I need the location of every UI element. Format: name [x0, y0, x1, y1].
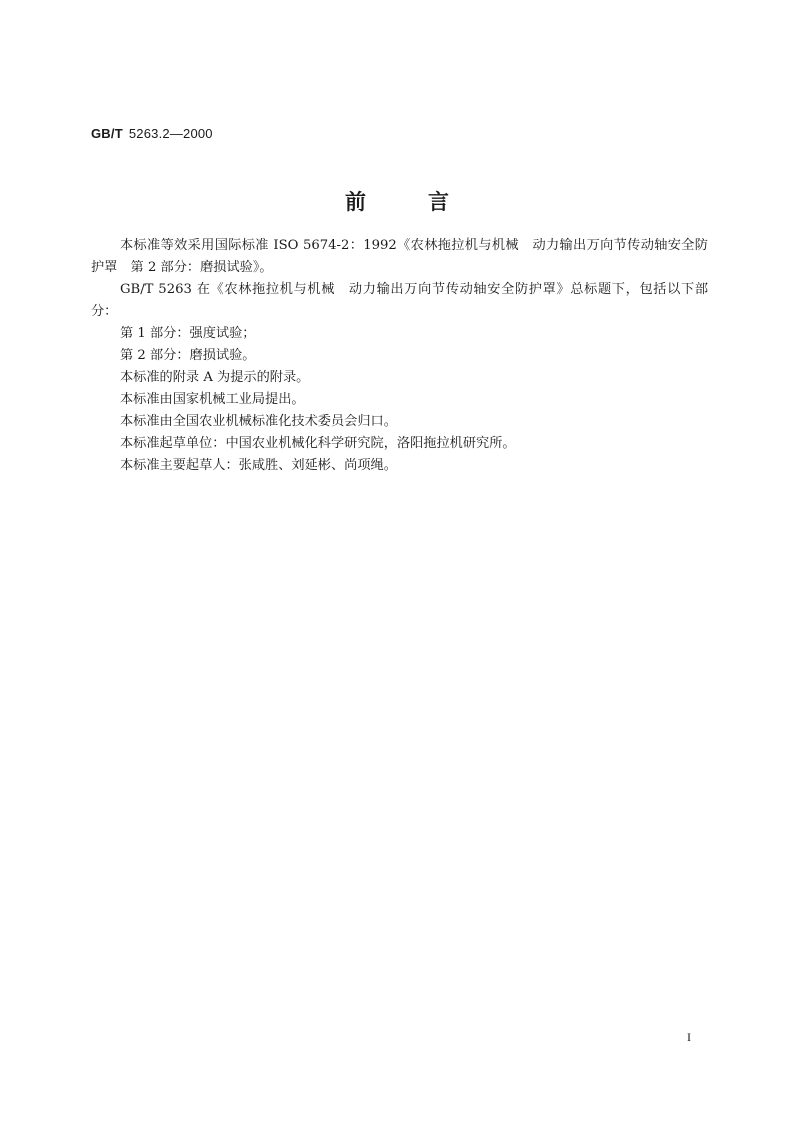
page-number: I: [687, 1030, 691, 1044]
standard-code: 5263.2—2000: [128, 126, 213, 141]
paragraph-drafting-units: 本标准起草单位：中国农业机械化科学研究院，洛阳拖拉机研究所。: [120, 436, 516, 451]
paragraph-adoption: 本标准等效采用国际标准 ISO 5674-2：1992《农林拖拉机与机械 动力输出万向节传动轴安全防护罩 第 2 部分：磨损试验》。: [91, 238, 708, 275]
paragraph-appendix: 本标准的附录 A 为提示的附录。: [120, 370, 310, 385]
paragraph-drafters: 本标准主要起草人：张咸胜、刘延彬、尚项绳。: [120, 458, 397, 473]
paragraph-proposer: 本标准由国家机械工业局提出。: [120, 392, 305, 407]
list-item-part-2: 第 2 部分：磨损试验。: [120, 348, 256, 363]
paragraph-parts-intro: GB/T 5263 在《农林拖拉机与机械 动力输出万向节传动轴安全防护罩》总标题下，包括以下部分：: [91, 282, 708, 319]
list-item-part-1: 第 1 部分：强度试验；: [120, 326, 256, 341]
standard-prefix: GB/T: [91, 126, 123, 141]
page-title: 前言: [345, 190, 511, 214]
paragraph-committee: 本标准由全国农业机械标准化技术委员会归口。: [120, 414, 397, 429]
foreword-body: [91, 235, 708, 477]
standard-number: [91, 126, 213, 141]
